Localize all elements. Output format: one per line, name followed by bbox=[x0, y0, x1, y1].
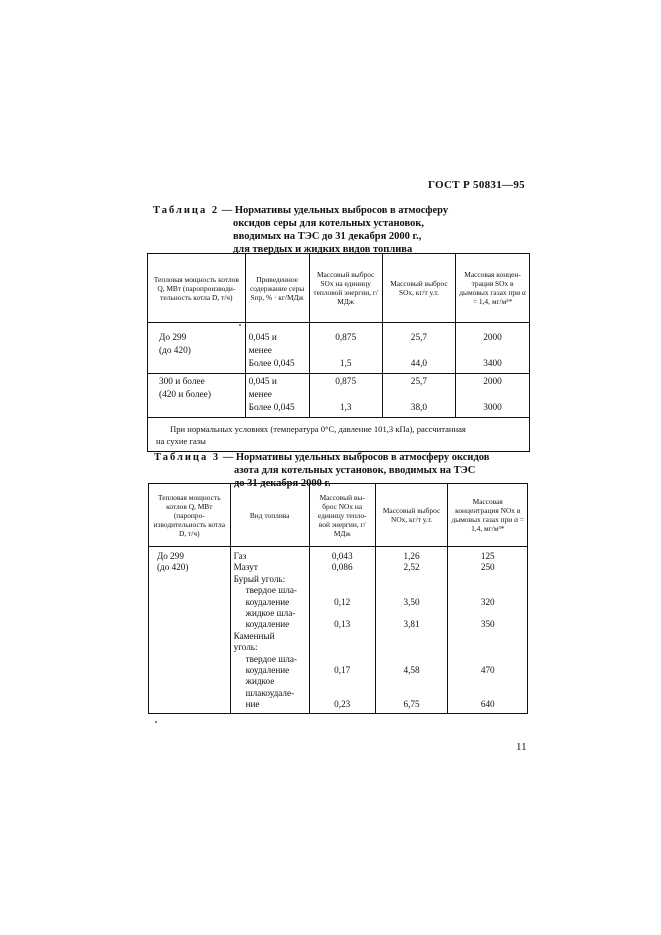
emission-value: 0,086 bbox=[331, 562, 353, 573]
fuel-type-line: жидкое bbox=[245, 676, 275, 687]
emission-value-a: 0,875 bbox=[335, 377, 357, 387]
emission-value: 0,17 bbox=[334, 664, 351, 675]
table-3-title-line-1: — Нормативы удельных выбросов в атмосферу оксидов bbox=[220, 452, 490, 463]
table-2-label: Таблица 2 bbox=[153, 205, 220, 216]
mass-value: 6,75 bbox=[403, 699, 420, 710]
sulfur-value-a2: менее bbox=[248, 390, 272, 400]
footnote-line-1: При нормальных условиях (температура 0°С, давление 101,3 кПа), рассчитанная bbox=[170, 424, 466, 434]
sulfur-value-a1: 0,045 и bbox=[248, 333, 277, 343]
table-2-title-line-1: — Нормативы удельных выбросов в атмосферу bbox=[219, 205, 449, 216]
document-code: ГОСТ Р 50831—95 bbox=[428, 179, 525, 191]
header-mass-emission: Массовый выброс SOx, кг/т у.т. bbox=[382, 254, 455, 323]
emission-value bbox=[313, 642, 372, 653]
emission-value-a: 0,875 bbox=[335, 333, 357, 343]
fuel-type-line: ние bbox=[245, 699, 260, 710]
header-mass-emission: Массовый выброс NOx, кг/т у.т. bbox=[375, 484, 448, 547]
concentration-cell bbox=[448, 547, 528, 714]
mass-value-a: 25,7 bbox=[410, 333, 428, 343]
emission-value: 0,23 bbox=[334, 699, 351, 710]
emission-value bbox=[313, 574, 372, 585]
concentration-value: 350 bbox=[480, 619, 495, 630]
capacity-cell bbox=[149, 547, 231, 714]
table-3-label: Таблица 3 bbox=[154, 452, 221, 463]
mass-cell bbox=[375, 547, 448, 714]
mass-value bbox=[379, 688, 445, 699]
fuel-type-line: уголь: bbox=[233, 642, 258, 653]
capacity-steam-value: (420 и более) bbox=[159, 390, 211, 400]
mass-value: 3,81 bbox=[403, 619, 420, 630]
emission-value-b: 1,3 bbox=[339, 403, 352, 413]
fuel-type-cell bbox=[230, 547, 309, 714]
table-3 bbox=[148, 483, 528, 714]
concentration-cell bbox=[456, 323, 530, 374]
mass-value: 1,26 bbox=[403, 551, 420, 561]
table-row bbox=[148, 323, 530, 374]
header-capacity: Тепловая мощность котлов Q, МВт (паропроизводи-тельность котла D, т/ч) bbox=[148, 254, 246, 323]
emission-cell bbox=[309, 374, 382, 418]
emission-value bbox=[313, 654, 372, 665]
header-capacity: Тепловая мощность котлов Q, МВт (паропро-изводительность котла D, т/ч) bbox=[149, 484, 231, 547]
table-3-title-line-2: азота для котельных установок, вводимых на ТЭС bbox=[234, 465, 476, 476]
capacity-steam-value: (до 420) bbox=[157, 562, 189, 573]
mass-value bbox=[379, 631, 445, 642]
concentration-value bbox=[451, 642, 524, 653]
table-2-caption bbox=[153, 204, 523, 256]
mass-value-b: 44,0 bbox=[410, 359, 428, 369]
concentration-value-a: 2000 bbox=[483, 333, 502, 343]
fuel-type-line: твердое шла- bbox=[245, 585, 297, 596]
sulfur-value-a1: 0,045 и bbox=[248, 377, 277, 387]
fuel-type-line: Газ bbox=[233, 551, 247, 561]
mass-value bbox=[379, 574, 445, 585]
emission-value bbox=[313, 631, 372, 642]
header-emission-per-energy: Массовый вы-брос NOx на единицу тепло-вой энергии, г/МДж bbox=[309, 484, 375, 547]
fuel-type-line: коудаление bbox=[245, 619, 290, 630]
concentration-value: 250 bbox=[480, 562, 495, 573]
scan-speck bbox=[155, 721, 157, 723]
table-3-title-line-3: до 31 декабря 2000 г. bbox=[234, 478, 331, 489]
header-concentration: Массовая концентрация NOx в дымовых газах при α = 1,4, мг/м³* bbox=[448, 484, 528, 547]
fuel-type-line: твердое шла- bbox=[245, 653, 297, 664]
table-2 bbox=[147, 253, 530, 452]
header-sulfur: Приведенное содержание серы Sпр, % · кг/МДж bbox=[245, 254, 309, 323]
table-2-title-line-3: вводимых на ТЭС до 31 декабря 2000 г., bbox=[233, 231, 422, 242]
fuel-type-line: шлакоудале- bbox=[245, 687, 295, 698]
fuel-type-line: коудаление bbox=[245, 596, 290, 607]
mass-value bbox=[379, 654, 445, 665]
scan-speck bbox=[239, 324, 241, 326]
table-2-title-line-4: для твердых и жидких видов топлива bbox=[233, 244, 413, 255]
emission-cell bbox=[309, 547, 375, 714]
concentration-value: 125 bbox=[480, 551, 495, 561]
emission-value-b: 1,5 bbox=[339, 359, 352, 369]
sulfur-value-a2: менее bbox=[248, 346, 272, 356]
sulfur-value-b: Более 0,045 bbox=[248, 359, 295, 369]
fuel-type-line: жидкое шла- bbox=[245, 608, 296, 619]
concentration-value: 470 bbox=[480, 664, 495, 675]
capacity-value: До 299 bbox=[157, 551, 184, 561]
mass-value bbox=[379, 676, 445, 687]
concentration-value: 320 bbox=[480, 596, 495, 607]
mass-value bbox=[379, 608, 445, 619]
mass-value: 3,50 bbox=[403, 596, 420, 607]
concentration-value-b: 3000 bbox=[483, 403, 502, 413]
capacity-cell bbox=[148, 323, 246, 374]
emission-value bbox=[313, 688, 372, 699]
mass-value bbox=[379, 642, 445, 653]
mass-value-a: 25,7 bbox=[410, 377, 428, 387]
emission-value: 0,13 bbox=[334, 619, 351, 630]
header-emission-per-energy: Массовый выброс SOx на единицу тепловой энергии, г/МДж bbox=[309, 254, 382, 323]
concentration-value bbox=[451, 574, 524, 585]
mass-value-b: 38,0 bbox=[410, 403, 428, 413]
table-2-footnote bbox=[148, 418, 530, 452]
table-row bbox=[149, 547, 528, 714]
mass-value bbox=[379, 585, 445, 596]
mass-value: 4,58 bbox=[403, 664, 420, 675]
mass-cell bbox=[382, 323, 455, 374]
table-2-header-row bbox=[148, 254, 530, 323]
capacity-value: 300 и более bbox=[159, 377, 205, 387]
fuel-type-line: Бурый уголь: bbox=[233, 573, 286, 584]
mass-value: 2,52 bbox=[403, 562, 420, 573]
concentration-value bbox=[451, 608, 524, 619]
concentration-value bbox=[451, 585, 524, 596]
table-2-note-row bbox=[148, 418, 530, 452]
concentration-value bbox=[451, 688, 524, 699]
table-row bbox=[148, 374, 530, 418]
emission-value bbox=[313, 608, 372, 619]
capacity-value: До 299 bbox=[159, 333, 187, 343]
concentration-value bbox=[451, 676, 524, 687]
concentration-value-b: 3400 bbox=[483, 359, 502, 369]
fuel-type-line: коудаление bbox=[245, 665, 290, 676]
sulfur-value-b: Более 0,045 bbox=[248, 403, 295, 413]
table-2-title-line-2: оксидов серы для котельных установок, bbox=[233, 218, 425, 229]
footnote-line-2: на сухие газы bbox=[156, 436, 206, 446]
header-fuel-type: Вид топлива bbox=[230, 484, 309, 547]
concentration-cell bbox=[456, 374, 530, 418]
concentration-value bbox=[451, 631, 524, 642]
page-number: 11 bbox=[516, 741, 527, 753]
concentration-value: 640 bbox=[480, 699, 495, 710]
sulfur-cell bbox=[245, 323, 309, 374]
mass-cell bbox=[382, 374, 455, 418]
concentration-value bbox=[451, 654, 524, 665]
emission-cell bbox=[309, 323, 382, 374]
concentration-value-a: 2000 bbox=[483, 377, 502, 387]
header-concentration: Массовая концен-трация SOx в дымовых газах при α = 1,4, мг/м³* bbox=[456, 254, 530, 323]
emission-value bbox=[313, 585, 372, 596]
fuel-type-line: Мазут bbox=[233, 562, 258, 573]
emission-value bbox=[313, 676, 372, 687]
capacity-steam-value: (до 420) bbox=[159, 346, 191, 356]
capacity-cell bbox=[148, 374, 246, 418]
sulfur-cell bbox=[245, 374, 309, 418]
table-3-header-row bbox=[149, 484, 528, 547]
emission-value: 0,043 bbox=[331, 551, 353, 561]
fuel-type-line: Каменный bbox=[233, 630, 275, 641]
emission-value: 0,12 bbox=[334, 596, 351, 607]
